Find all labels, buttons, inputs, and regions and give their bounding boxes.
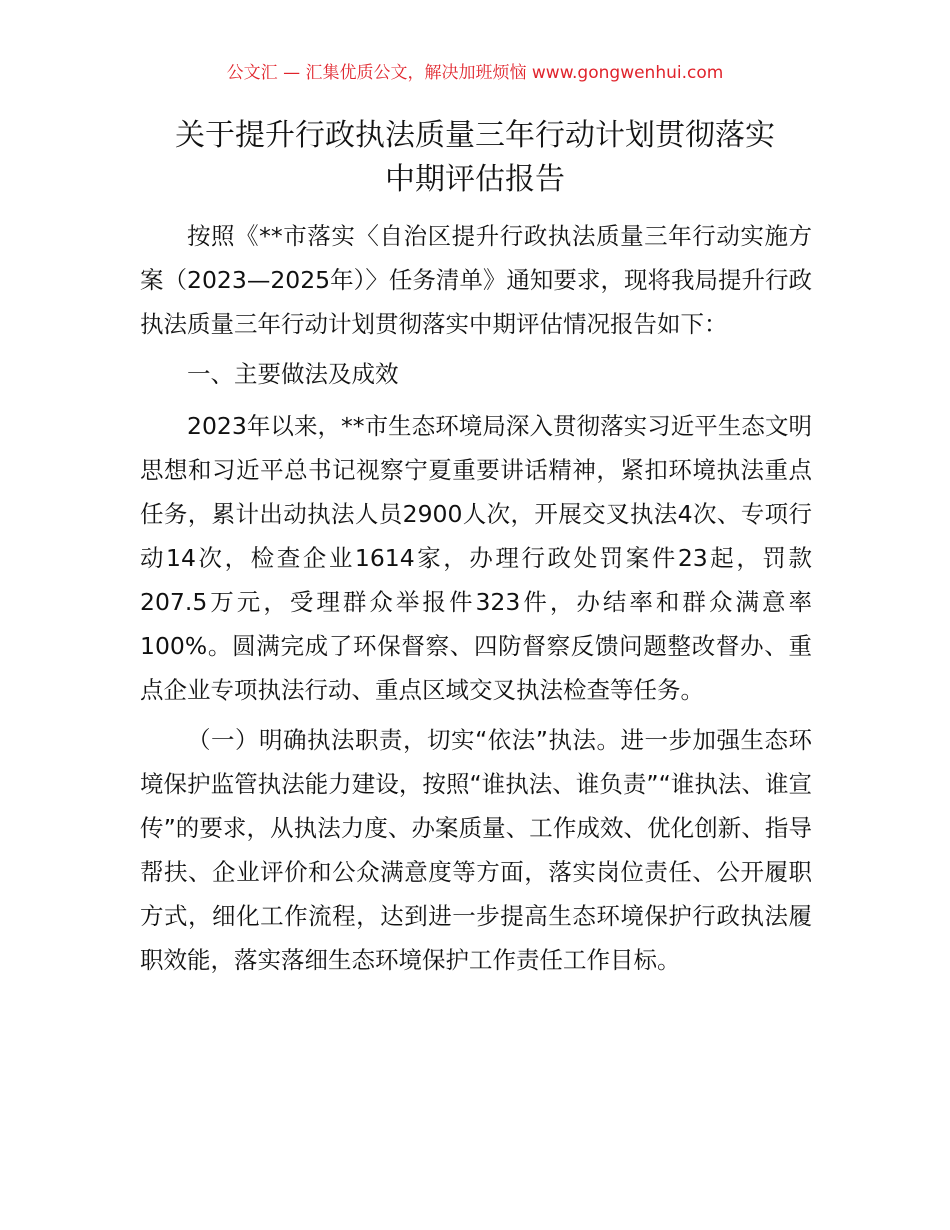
section-heading: 一、主要做法及成效 [187, 360, 399, 388]
document-body [140, 214, 812, 988]
document-title [120, 114, 830, 202]
title-line-1: 关于提升行政执法质量三年行动计划贯彻落实 [175, 118, 775, 153]
body-paragraph: 2023年以来，**市生态环境局深入贯彻落实习近平生态文明思想和习近平总书记视察宁夏重要讲话精神，紧扣环境执法重点任务，累计出动执法人员2900人次，开展交叉执法4次、专项行动14次，检查企业1614家，办理行政处罚案件23起，罚款207.5万元，受理群众举报件323件，办结率和群众满意率100%。圆满完成了环保督察、四防督察反馈问题整改督办、重点企业专项执法行动、重点区域交叉执法检查等任务。 [140, 412, 812, 704]
title-line-2: 中期评估报告 [385, 162, 565, 197]
watermark-header: 公文汇 — 汇集优质公文，解决加班烦恼 www.gongwenhui.com [226, 63, 724, 83]
intro-paragraph: 按照《**市落实〈自治区提升行政执法质量三年行动实施方案（2023—2025年）〉任务清单》通知要求，现将我局提升行政执法质量三年行动计划贯彻落实中期评估情况报告如下： [140, 222, 812, 338]
body-paragraph: （一）明确执法职责，切实“依法”执法。进一步加强生态环境保护监管执法能力建设，按照“谁执法、谁负责”“谁执法、谁宣传”的要求，从执法力度、办案质量、工作成效、优化创新、指导帮扶、企业评价和公众满意度等方面，落实岗位责任、公开履职方式，细化工作流程，达到进一步提高生态环境保护行政执法履职效能，落实落细生态环境保护工作责任工作目标。 [140, 726, 812, 974]
